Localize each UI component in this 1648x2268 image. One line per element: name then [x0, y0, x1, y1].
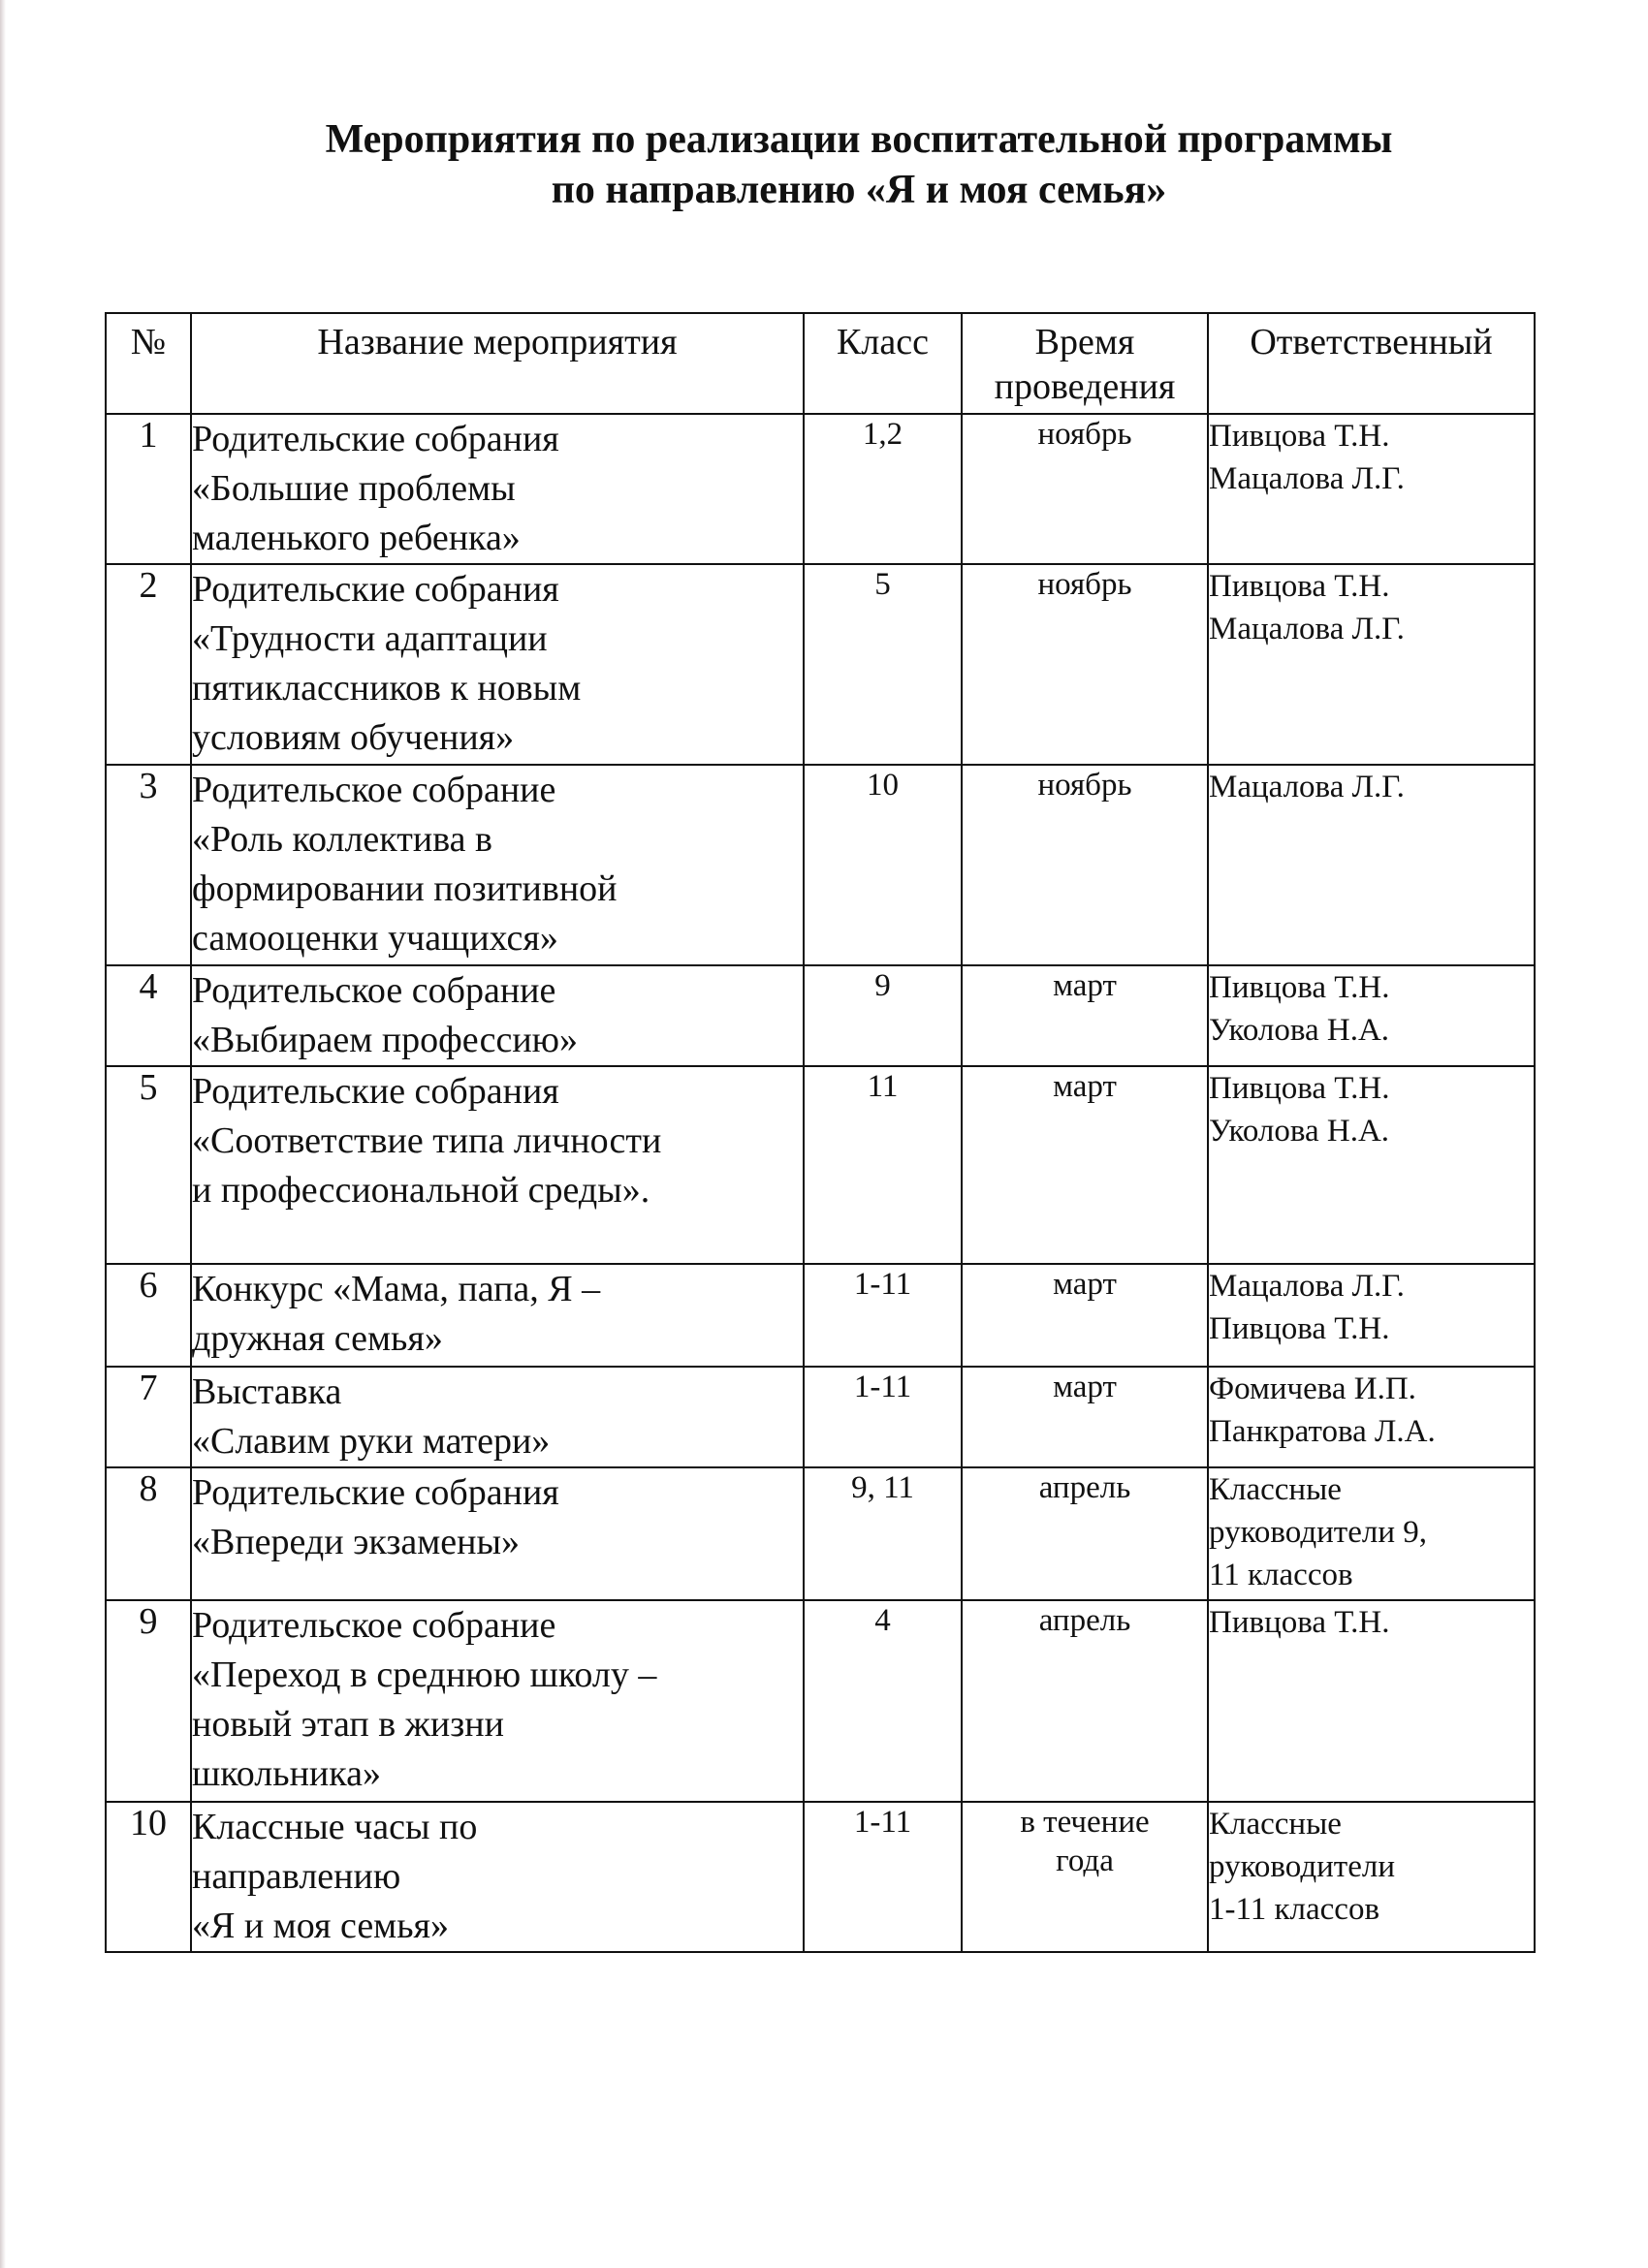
event-name-cell: [191, 765, 804, 965]
table-header-row: [106, 313, 1535, 414]
table-row: [106, 414, 1535, 564]
event-name-line: школьника»: [192, 1753, 382, 1794]
responsible-line: Мацалова Л.Г.: [1209, 1269, 1405, 1304]
row-number: 7: [106, 1367, 191, 1467]
responsible-line: Пивцова Т.Н.: [1209, 1605, 1390, 1640]
responsible-line: Пивцова Т.Н.: [1209, 419, 1390, 454]
event-name-line: формировании позитивной: [192, 868, 618, 909]
table-row: [106, 1467, 1535, 1600]
responsible-cell: [1208, 965, 1535, 1066]
event-name-line: и профессиональной среды».: [192, 1170, 650, 1211]
responsible-line: 1-11 классов: [1209, 1892, 1380, 1927]
time-cell: [962, 1600, 1208, 1802]
time-cell: [962, 564, 1208, 765]
class-cell: 1,2: [804, 414, 962, 564]
responsible-cell: [1208, 1467, 1535, 1600]
time-line: в течение: [1020, 1805, 1150, 1840]
event-name-cell: [191, 1264, 804, 1367]
event-name-line: Классные часы по: [192, 1807, 478, 1847]
responsible-line: Пивцова Т.Н.: [1209, 1311, 1390, 1346]
title-line-2: по направлению «Я и моя семья»: [551, 168, 1167, 212]
responsible-line: 11 классов: [1209, 1558, 1353, 1592]
row-number: 1: [106, 414, 191, 564]
event-name-cell: [191, 1802, 804, 1952]
time-cell: [962, 965, 1208, 1066]
table-row: [106, 1367, 1535, 1467]
event-name-line: новый этап в жизни: [192, 1704, 504, 1745]
row-number: 2: [106, 564, 191, 765]
event-name-cell: [191, 965, 804, 1066]
class-cell: 1-11: [804, 1367, 962, 1467]
responsible-line: Пивцова Т.Н.: [1209, 1071, 1390, 1106]
responsible-cell: [1208, 1367, 1535, 1467]
event-name-cell: [191, 414, 804, 564]
document-title: [0, 114, 1648, 215]
event-name-cell: [191, 1467, 804, 1600]
responsible-line: Уколова Н.А.: [1209, 1013, 1390, 1048]
event-name-cell: [191, 1367, 804, 1467]
responsible-line: Пивцова Т.Н.: [1209, 569, 1390, 604]
header-time-line-2: проведения: [994, 366, 1176, 407]
table-row: [106, 765, 1535, 965]
event-name-line: пятиклассников к новым: [192, 668, 582, 709]
row-number: 10: [106, 1802, 191, 1952]
event-name-line: Родительские собрания: [192, 419, 559, 459]
row-number: 5: [106, 1066, 191, 1264]
event-name-line: Родительское собрание: [192, 970, 556, 1011]
table-row: [106, 1802, 1535, 1952]
responsible-cell: [1208, 765, 1535, 965]
time-cell: [962, 1367, 1208, 1467]
row-number: 4: [106, 965, 191, 1066]
event-name-line: «Впереди экзамены»: [192, 1522, 521, 1562]
header-responsible: Ответственный: [1208, 313, 1535, 414]
event-name-line: «Выбираем профессию»: [192, 1020, 579, 1060]
responsible-line: Классные: [1209, 1807, 1342, 1842]
time-line: апрель: [1038, 1470, 1131, 1505]
page-edge-shadow: [0, 0, 6, 2268]
table-row: [106, 1264, 1535, 1367]
event-name-line: «Соответствие типа личности: [192, 1120, 662, 1161]
event-name-line: условиям обучения»: [192, 717, 515, 758]
responsible-line: Панкратова Л.А.: [1209, 1414, 1436, 1449]
responsible-line: руководители: [1209, 1849, 1395, 1884]
event-name-line: «Трудности адаптации: [192, 618, 548, 659]
responsible-line: Фомичева И.П.: [1209, 1371, 1416, 1406]
class-cell: 9, 11: [804, 1467, 962, 1600]
event-name-line: «Я и моя семья»: [192, 1906, 450, 1946]
responsible-line: Мацалова Л.Г.: [1209, 461, 1405, 496]
event-name-cell: [191, 1600, 804, 1802]
class-cell: 1-11: [804, 1802, 962, 1952]
events-table: [105, 312, 1536, 1953]
event-name-line: дружная семья»: [192, 1318, 443, 1359]
class-cell: 5: [804, 564, 962, 765]
responsible-cell: [1208, 1600, 1535, 1802]
event-name-line: маленького ребенка»: [192, 518, 521, 558]
header-name: Название мероприятия: [191, 313, 804, 414]
time-line: март: [1053, 1069, 1117, 1104]
header-class: Класс: [804, 313, 962, 414]
event-name-line: Родительские собрания: [192, 569, 559, 610]
event-name-line: самооценки учащихся»: [192, 918, 558, 959]
event-name-line: Родительские собрания: [192, 1071, 559, 1112]
time-cell: [962, 765, 1208, 965]
event-name-line: «Большие проблемы: [192, 468, 516, 509]
responsible-cell: [1208, 414, 1535, 564]
event-name-line: направлению: [192, 1856, 401, 1897]
class-cell: 9: [804, 965, 962, 1066]
event-name-cell: [191, 564, 804, 765]
responsible-cell: [1208, 1802, 1535, 1952]
responsible-line: Уколова Н.А.: [1209, 1114, 1390, 1149]
event-name-line: Родительское собрание: [192, 1605, 556, 1646]
class-cell: 11: [804, 1066, 962, 1264]
class-cell: 10: [804, 765, 962, 965]
time-line: апрель: [1038, 1603, 1131, 1638]
row-number: 8: [106, 1467, 191, 1600]
time-line: март: [1053, 1370, 1117, 1404]
responsible-line: Пивцова Т.Н.: [1209, 970, 1390, 1005]
time-cell: [962, 1066, 1208, 1264]
row-number: 9: [106, 1600, 191, 1802]
event-name-line: Выставка: [192, 1371, 342, 1412]
event-name-line: «Переход в среднюю школу –: [192, 1654, 657, 1695]
time-line: март: [1053, 968, 1117, 1003]
class-cell: 4: [804, 1600, 962, 1802]
event-name-line: Родительские собрания: [192, 1472, 559, 1513]
event-name-cell: [191, 1066, 804, 1264]
responsible-line: Мацалова Л.Г.: [1209, 612, 1405, 646]
header-time: [962, 313, 1208, 414]
table-row: [106, 1600, 1535, 1802]
event-name-line: Конкурс «Мама, папа, Я –: [192, 1269, 601, 1309]
time-cell: [962, 414, 1208, 564]
time-cell: [962, 1467, 1208, 1600]
class-cell: 1-11: [804, 1264, 962, 1367]
responsible-line: Классные: [1209, 1472, 1342, 1507]
table-row: [106, 965, 1535, 1066]
event-name-line: «Славим руки матери»: [192, 1421, 551, 1462]
responsible-cell: [1208, 1066, 1535, 1264]
table-body: [106, 414, 1535, 1952]
table-row: [106, 1066, 1535, 1264]
time-cell: [962, 1264, 1208, 1367]
responsible-cell: [1208, 564, 1535, 765]
time-line: ноябрь: [1037, 417, 1132, 452]
time-line: ноябрь: [1037, 768, 1132, 803]
event-name-line: «Роль коллектива в: [192, 819, 492, 860]
time-line: года: [1056, 1843, 1114, 1878]
header-num: №: [106, 313, 191, 414]
row-number: 3: [106, 765, 191, 965]
responsible-line: руководители 9,: [1209, 1515, 1427, 1550]
header-time-line-1: Время: [1034, 322, 1135, 362]
responsible-cell: [1208, 1264, 1535, 1367]
row-number: 6: [106, 1264, 191, 1367]
table-row: [106, 564, 1535, 765]
event-name-line: Родительское собрание: [192, 770, 556, 810]
responsible-line: Мацалова Л.Г.: [1209, 770, 1405, 804]
time-line: март: [1053, 1267, 1117, 1302]
title-line-1: Мероприятия по реализации воспитательной программы: [325, 117, 1393, 162]
time-line: ноябрь: [1037, 567, 1132, 602]
time-cell: [962, 1802, 1208, 1952]
